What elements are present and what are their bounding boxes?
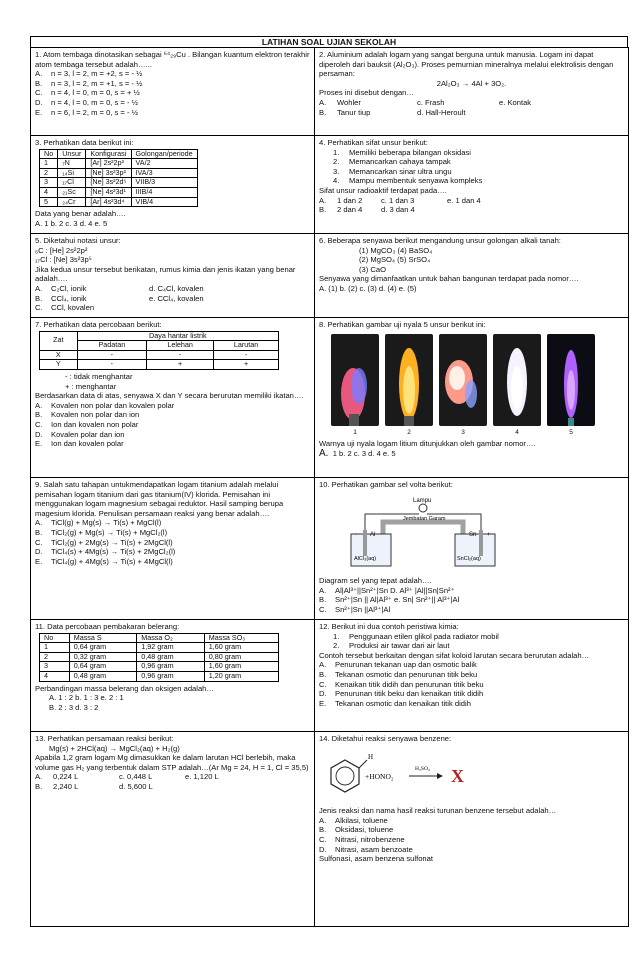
q12-option (319, 670, 624, 680)
svg-text:Sn: Sn (469, 531, 477, 538)
q11-table-cell: 0,48 gram (137, 652, 205, 662)
option-letter: C. (35, 88, 43, 98)
q7-table-cell: X (40, 350, 78, 360)
q11-table-cell: 0,48 gram (69, 671, 137, 681)
option-text: TiCl(g) + Mg(s) → Ti(s) + MgCl(l) (51, 518, 162, 528)
q3-table-cell: ₂₁Sc (58, 187, 86, 197)
q7-table-cell: - (77, 360, 146, 370)
q9-option (35, 518, 310, 528)
page-title: LATIHAN SOAL UJIAN SEKOLAH (30, 36, 628, 47)
q14-stem: 14. Diketahui reaksi senyawa benzene: (319, 734, 452, 743)
q7-stem: 7. Perhatikan data percobaan berikut: (35, 320, 162, 329)
q3-table-cell: IVA/3 (131, 168, 197, 178)
q7-table-row (40, 350, 279, 360)
q11-table-row (40, 671, 279, 681)
option-text: Ion dan kovalen non polar (51, 419, 139, 429)
q8-body: Warnya uji nyala logam litium ditunjukkan oleh gambar nomor…. (319, 439, 536, 449)
q3-table-cell: IIIB/4 (131, 187, 197, 197)
q12-items (319, 632, 624, 651)
option-letter: A. (35, 69, 43, 79)
q7-col-padatan: Padatan (77, 341, 146, 351)
q5-options (35, 284, 310, 313)
q6-item: (3) CaO (359, 264, 387, 274)
q14-last-option: Sulfonasi, asam benzena sulfonat (319, 854, 433, 864)
option-text: Penurunan tekanan uap dan osmotic balik (335, 660, 477, 670)
option-text: Ion dan kovalen polar (51, 439, 124, 449)
q11-table-cell: 3 (40, 662, 70, 672)
svg-text:H: H (368, 752, 374, 761)
flame-label-3: 3 (461, 428, 465, 436)
svg-text:+HONO₂: +HONO₂ (365, 771, 394, 781)
q3-answers: A. 1 b. 2 c. 3 d. 4 e. 5 (35, 218, 108, 228)
question-5 (31, 234, 315, 318)
q7-table-row (40, 360, 279, 370)
flame-photo-5 (547, 334, 595, 426)
question-10 (315, 478, 629, 620)
option-letter: A. (35, 518, 43, 528)
q7-col-group: Daya hantar listrik (77, 331, 278, 341)
q2-opts-row1: A. Wohler c. Frash e. Kontak (319, 97, 532, 107)
q9-option (35, 528, 310, 538)
option-letter: B. (35, 527, 43, 537)
q7-table-cell: Y (40, 360, 78, 370)
q1-option (35, 79, 310, 89)
q7-table-cell: - (214, 350, 279, 360)
option-text: TiCl₄(s) + 4Mg(s) → Ti(s) + 2MgCl₂(l) (51, 547, 176, 557)
option-letter: E. (35, 556, 43, 566)
question-3 (31, 136, 315, 234)
q3-table-cell: 1 (40, 159, 58, 169)
q3-after: Data yang benar adalah…. (35, 209, 126, 219)
question-12 (315, 620, 629, 732)
q1-stem: 1. Atom tembaga dinotasikan sebagai ⁶⁴₂₉Cu . Bilangan kuantum elektron terakhir atom tembaga tersebut adalah…... (35, 50, 310, 69)
q3-table-cell: ₂₄Cr (58, 197, 86, 207)
option-letter: A. (319, 815, 327, 825)
option-letter: D. (35, 429, 43, 439)
svg-text:AlCl₃(aq): AlCl₃(aq) (354, 555, 377, 562)
option-letter: A. (319, 585, 327, 595)
q7-table-cell: + (214, 360, 279, 370)
option-letter: C. (319, 679, 327, 689)
q9-option (35, 538, 310, 548)
q11-table (39, 633, 279, 682)
q6-item: (2) MgSO₄ (5) SrSO₄ (359, 255, 431, 265)
option-letter: A. (35, 400, 43, 410)
option-text: TiCl₂(g) + Mg(s) → Ti(s) + MgCl₂(l) (51, 527, 168, 537)
flame-label-4: 4 (515, 428, 519, 436)
flame-photo-3 (439, 334, 487, 426)
question-9 (31, 478, 315, 620)
flame-photo-4 (493, 334, 541, 426)
q6-item: (1) MgCO₃ (4) BaSO₄ (359, 245, 433, 255)
q5-option: B. CCl₄, ionik e. CCl₄, kovalen (35, 293, 204, 303)
q7-table (39, 331, 279, 370)
q11-body: Perbandingan massa belerang dan oksigen adalah… (35, 683, 215, 693)
q1-option (35, 88, 310, 98)
q11-table-cell: 1,92 gram (137, 643, 205, 653)
option-letter: C. (35, 419, 43, 429)
q12-item: 2. Produksi air tawar dari air laut (333, 641, 450, 651)
q1-option (35, 69, 310, 79)
flame-label-5: 5 (569, 428, 573, 436)
q11-table-cell: 0,32 gram (69, 652, 137, 662)
q3-table-row (40, 159, 198, 169)
q4-items (319, 148, 624, 186)
q11-table-cell: 0,64 gram (69, 643, 137, 653)
q7-table-cell: + (147, 360, 214, 370)
q4-after: Sifat unsur radioaktif terdapat pada…. (319, 185, 447, 195)
q10-options (319, 586, 624, 615)
option-letter: B. (319, 595, 327, 605)
q7-options (35, 401, 310, 449)
q14-option (319, 845, 624, 855)
q10-option (319, 595, 624, 605)
q4-item: 4. Mampu membentuk senyawa kompleks (333, 176, 483, 186)
option-letter: D. (35, 97, 43, 107)
question-8 (315, 318, 629, 478)
q11-table-header: Massa SO₃ (204, 633, 278, 643)
question-4 (315, 136, 629, 234)
option-text: Oksidasi, toluene (335, 825, 394, 835)
option-letter: B. (35, 78, 43, 88)
option-text: n = 6, l = 2, m = 0, s = - ½ (51, 107, 138, 117)
option-text: Kenaikan titik didih dan penurunan titik beku (335, 679, 484, 689)
question-13 (31, 732, 315, 927)
flame-photo-1 (331, 334, 379, 426)
flame-test-photos (331, 334, 624, 426)
option-letter: B. (319, 825, 327, 835)
option-text: Kovalen non polar dan ion (51, 410, 140, 420)
option-text: Al|Al³⁺||Sn²⁺|Sn D. Al³⁺ |Al||Sn|Sn²⁺ (335, 585, 455, 595)
question-14 (315, 732, 629, 927)
flame-photo-2 (385, 334, 433, 426)
q12-option (319, 689, 624, 699)
q3-table-cell: ₁₇Cl (58, 178, 86, 188)
q12-option (319, 680, 624, 690)
q6-answers: A. (1) b. (2) c. (3) d. (4) e. (5) (319, 283, 417, 293)
q7-legend-minus: - : tidak menghantar (65, 371, 133, 381)
svg-text:Lampu: Lampu (413, 497, 432, 504)
q1-option (35, 98, 310, 108)
svg-text:-: - (355, 531, 357, 538)
option-letter: E. (35, 107, 43, 117)
option-letter: C. (319, 604, 327, 614)
option-letter: B. (319, 669, 327, 679)
q11-table-cell: 0,96 gram (137, 671, 205, 681)
q3-table-cell: [Ne] 3s²2d⁵ (86, 178, 131, 188)
option-letter: A. (319, 660, 327, 670)
q5-stem: 5. Diketahui notasi unsur: (35, 236, 121, 245)
q12-option (319, 699, 624, 709)
flame-label-2: 2 (407, 428, 411, 436)
q14-option (319, 816, 624, 826)
q7-option (35, 410, 310, 420)
option-letter: B. (35, 410, 43, 420)
q2-after: Proses ini disebut dengan… (319, 88, 414, 98)
q11-table-cell: 0,80 gram (204, 652, 278, 662)
q13-stem: 13. Perhatikan persamaan reaksi berikut: (35, 734, 174, 743)
q2-stem: 2. Aluminium adalah logam yang sangat berguna untuk manusia. Logam ini dapat diperoleh dari bauksit (Al₂O₃). Proses pemurnian mineralnya melalui elektrolisis dengan persaman: (319, 50, 614, 79)
q11-table-header: Massa O₂ (137, 633, 205, 643)
q3-table-cell: 4 (40, 187, 58, 197)
q14-options (319, 816, 624, 854)
q3-table-cell: VIIB/3 (131, 178, 197, 188)
q9-option (35, 557, 310, 567)
option-text: Nitrasi, nitrobenzene (335, 834, 405, 844)
q7-table-cell: - (77, 350, 146, 360)
q11-table-cell: 1,60 gram (204, 643, 278, 653)
q6-stem: 6. Beberapa senyawa berikut mengandung unsur golongan alkali tanah: (319, 236, 561, 245)
option-text: TiCl₂(g) + 2Mg(s) → Ti(s) + 2MgCl(l) (51, 537, 173, 547)
q7-option (35, 401, 310, 411)
q11-stem: 11. Data percobaan pembakaran belerang: (35, 622, 180, 631)
option-letter: E. (35, 439, 43, 449)
q7-table-cell: - (147, 350, 214, 360)
option-text: n = 3, l = 2, m = +2, s = - ½ (51, 69, 143, 79)
q3-table-cell: [Ar] 2s²2p³ (86, 159, 131, 169)
q12-item: 1. Penggunaan etilen glikol pada radiator mobil (333, 631, 499, 641)
q3-table-cell: 2 (40, 168, 58, 178)
option-text: n = 4, l = 0, m = 0, s = + ½ (51, 88, 140, 98)
q7-option (35, 430, 310, 440)
svg-text:X: X (451, 765, 464, 786)
q3-table-row (40, 187, 198, 197)
q10-option (319, 605, 624, 615)
q11-table-cell: 0,64 gram (69, 662, 137, 672)
q6-body: Senyawa yang dimanfaatkan untuk bahan bangunan terdapat pada nomor…. (319, 274, 579, 284)
option-text: Nitrasi, asam benzoate (335, 844, 413, 854)
svg-text:Jembatan Garam: Jembatan Garam (403, 515, 446, 522)
question-grid (30, 47, 629, 927)
q5-option: C. CCl, kovalen (35, 303, 95, 313)
q7-col-larutan: Larutan (214, 341, 279, 351)
q13-opts-row1: A. 0,224 L c. 0,448 L e. 1,120 L (35, 772, 219, 782)
q2-opts-row2: B. Tanur tiup d. Hall-Heroult (319, 107, 466, 117)
q3-table-cell: [Ne] 3s²3p² (86, 168, 131, 178)
q13-equation: Mg(s) + 2HCl(aq) → MgCl₂(aq) + H₂(g) (49, 743, 180, 753)
q7-body: Berdasarkan data di atas, senyawa X dan Y secara berurutan memiliki ikatan…. (35, 391, 304, 401)
q11-table-cell: 4 (40, 671, 70, 681)
q2-equation: 2Al₂O₃ → 4Al + 3O₂. (436, 78, 507, 88)
benzene-reaction-scheme (325, 748, 505, 798)
q9-option (35, 547, 310, 557)
option-text: Sn²⁺|Sn ||Al³⁺|Al (335, 604, 391, 614)
q12-stem: 12. Berikut ini dua contoh peristiwa kimia: (319, 622, 459, 631)
q3-table-header: Konfigurasi (86, 149, 131, 159)
option-text: n = 3, l = 2, m = +1, s = - ½ (51, 78, 143, 88)
q13-opts-row2: B. 2,240 L d. 5,600 L (35, 781, 153, 791)
q14-option (319, 835, 624, 845)
q13-body: Apabila 1,2 gram logam Mg dimasukkan ke dalam larutan HCl berlebih, maka volume gas H₂ yang terbentuk dalam STP adalah…(Ar Mg = 24, H = 1, Cl = 35,5) (35, 753, 309, 772)
q7-col-lelehan: Lelehan (147, 341, 214, 351)
option-text: n = 4, l = 0, m = 0, s = - ½ (51, 97, 138, 107)
svg-text:+: + (487, 531, 491, 538)
q3-table-cell: 3 (40, 178, 58, 188)
q14-body: Jenis reaksi dan nama hasil reaksi turunan benzene tersebut adalah… (319, 806, 557, 816)
q9-stem: 9. Salah satu tahapan untukmendapatkan logam titanium adalah melalui pemisahan logam titanium dari gas titanium(IV) klorida. Pemisahan ini menggunakan logam magnesium sebagai reduktor. Hasil samping berupa magesium klorida. Penulisan persamaan reaksi yang benar adalah…. (35, 480, 284, 518)
q3-table-cell: VA/2 (131, 159, 197, 169)
q1-option (35, 108, 310, 118)
q5-line-cl: ₁₇Cl : [Ne] 3s²3p⁵ (35, 255, 92, 265)
q4-item: 2. Memancarkan cahaya tampak (333, 157, 451, 167)
q7-option (35, 439, 310, 449)
q5-line-c: ₆C : [He] 2s²2p² (35, 245, 88, 255)
voltaic-cell-diagram (343, 494, 503, 570)
option-letter: D. (35, 547, 43, 557)
q10-option (319, 586, 624, 596)
option-letter: E. (319, 698, 327, 708)
q7-col-zat: Zat (40, 331, 78, 350)
q11-table-header: No (40, 633, 70, 643)
q1-options (35, 69, 310, 117)
option-text: Sn²⁺|Sn || Al|Al³⁺ e. Sn| Sn²⁺|| Al³⁺|Al (335, 595, 460, 605)
q12-body: Contoh tersebut berkaitan dengan sifat koloid larutan secara berurutan adalah… (319, 650, 590, 660)
q5-body: Jika kedua unsur tersebut berikatan, rumus kimia dan jenis ikatan yang benar adalah…. (35, 264, 296, 284)
q3-table-row (40, 197, 198, 207)
q8-answers: A. 1 b. 2 c. 3 d. 4 e. 5 (319, 447, 396, 459)
option-text: TiCl₄(g) + 4Mg(s) → Ti(s) + 4MgCl(l) (51, 556, 173, 566)
q6-items (319, 246, 624, 275)
q3-table-cell: VIB/4 (131, 197, 197, 207)
q3-table-cell: ₁₄Si (58, 168, 86, 178)
option-text: Alkilasi, toluene (335, 815, 388, 825)
flame-label-1: 1 (353, 428, 357, 436)
exam-page (30, 36, 628, 927)
question-6 (315, 234, 629, 318)
q11-opts-row2: B. 2 : 3 d. 3 : 2 (49, 702, 99, 712)
q11-table-header: Massa S (69, 633, 137, 643)
q12-options (319, 660, 624, 708)
option-letter: C. (319, 834, 327, 844)
q10-stem: 10. Perhatikan gambar sel volta berikut: (319, 480, 453, 489)
q5-option: A. C₂Cl, ionik d. C₄Cl, kovalen (35, 283, 204, 293)
q3-table-cell: [Ne] 4s²3d¹ (86, 187, 131, 197)
q11-opts-row1: A. 1 : 2 b. 1 : 3 e. 2 : 1 (49, 693, 124, 703)
q11-table-row (40, 643, 279, 653)
q3-table-cell: 5 (40, 197, 58, 207)
q7-legend-plus: + : menghantar (65, 381, 117, 391)
q3-table-cell: [Ar] 4s²3d⁴ (86, 197, 131, 207)
option-text: Penurunan titik beku dan kenaikan titik didih (335, 689, 484, 699)
q3-stem: 3. Perhatikan data berikut ini: (35, 138, 134, 147)
question-11 (31, 620, 315, 732)
q10-body: Diagram sel yang tepat adalah…. (319, 576, 432, 586)
q7-option (35, 420, 310, 430)
q4-opts-row1: A. 1 dan 2 c. 1 dan 3 e. 1 dan 4 (319, 195, 481, 205)
q3-table-header: No (40, 149, 58, 159)
option-letter: C. (35, 537, 43, 547)
flame-labels (331, 428, 624, 438)
q11-table-cell: 1,20 gram (204, 671, 278, 681)
q3-table-header: Golongan/periode (131, 149, 197, 159)
option-text: Kovalen polar dan ion (51, 429, 125, 439)
q4-item: 1. Memiliki beberapa bilangan oksidasi (333, 147, 471, 157)
q12-option (319, 660, 624, 670)
q11-table-cell: 0,96 gram (137, 662, 205, 672)
q8-stem: 8. Perhatikan gambar uji nyala 5 unsur berikut ini: (319, 320, 486, 329)
option-letter: D. (319, 689, 327, 699)
q3-table-header: Unsur (58, 149, 86, 159)
q3-table (39, 149, 198, 208)
option-text: Tekanan osmotic dan kenaikan titik didih (335, 698, 471, 708)
option-letter: D. (319, 844, 327, 854)
q4-stem: 4. Perhatikan sifat unsur berikut: (319, 138, 428, 147)
q14-option (319, 825, 624, 835)
q11-table-cell: 1,60 gram (204, 662, 278, 672)
option-text: Tekanan osmotic dan penurunan titik beku (335, 669, 478, 679)
question-2 (315, 48, 629, 136)
question-1 (31, 48, 315, 136)
svg-text:Al: Al (370, 531, 376, 538)
svg-text:SnCl₂(aq): SnCl₂(aq) (457, 555, 481, 562)
q11-table-cell: 1 (40, 643, 70, 653)
svg-text:H₂SO₄: H₂SO₄ (415, 765, 430, 772)
q11-table-cell: 2 (40, 652, 70, 662)
question-7 (31, 318, 315, 478)
q4-item: 3. Memancarkan sinar ultra ungu (333, 166, 452, 176)
q9-options (35, 518, 310, 566)
option-text: Kovalen non polar dan kovalen polar (51, 400, 175, 410)
q4-opts-row2: B. 2 dan 4 d. 3 dan 4 (319, 205, 415, 215)
q3-table-cell: ₇N (58, 159, 86, 169)
